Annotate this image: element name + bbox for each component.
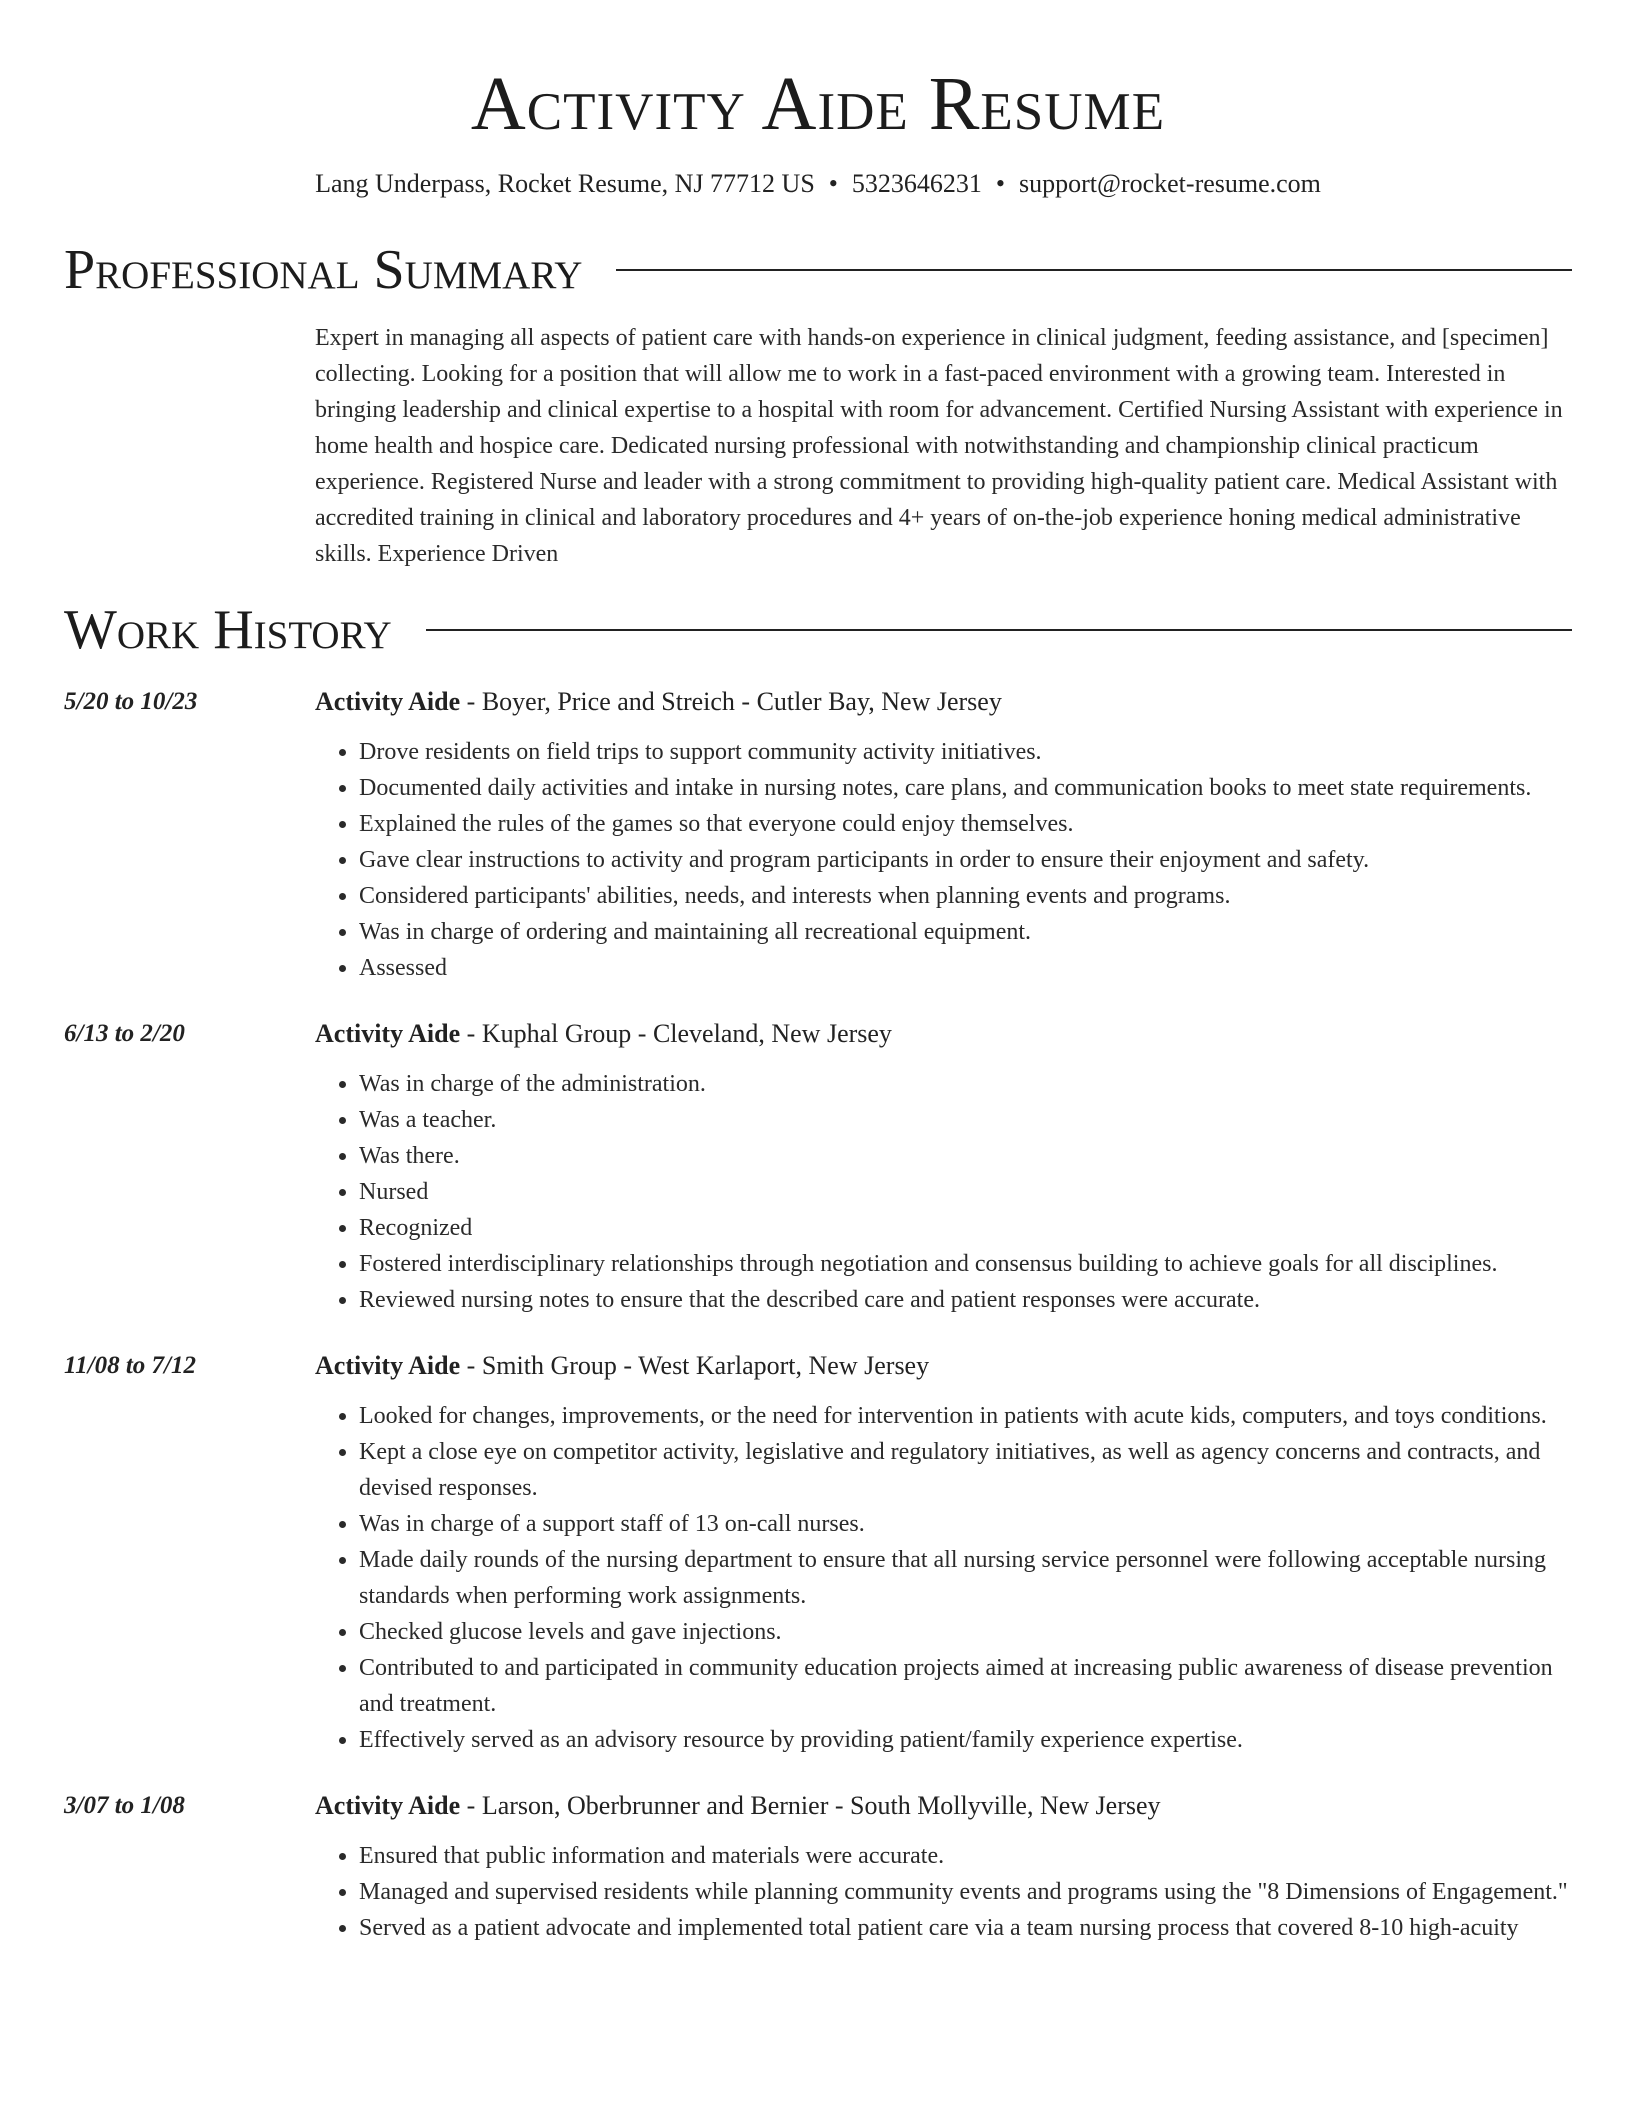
job-title-line [315,1788,1572,1824]
job-bullet: • Checked glucose levels and gave injections. [359,1614,1572,1650]
job-details [315,1788,1572,1946]
job-employer-location: - Kuphal Group - Cleveland, New Jersey [460,1019,892,1048]
job-employer-location: - Boyer, Price and Streich - Cutler Bay, New Jersey [460,687,1002,716]
job-bullet-list [315,1398,1572,1758]
summary-heading: Professional Summary [64,239,583,301]
job-entry [64,684,1572,986]
job-bullet: • Served as a patient advocate and implemented total patient care via a team nursing process that covered 8-10 high-acuity [359,1910,1572,1946]
job-bullet: • Effectively served as an advisory resource by providing patient/family experience expertise. [359,1722,1572,1758]
job-bullet: • Reviewed nursing notes to ensure that the described care and patient responses were accurate. [359,1282,1572,1318]
job-bullet: • Gave clear instructions to activity and program participants in order to ensure their enjoyment and safety. [359,842,1572,878]
job-entry [64,1788,1572,1946]
job-bullet: • Nursed [359,1174,1572,1210]
job-bullet: • Made daily rounds of the nursing department to ensure that all nursing service personnel were following acceptable nursing standards when performing work assignments. [359,1542,1572,1614]
job-title-line [315,1016,1572,1052]
work-history-section-header [64,600,1572,660]
resume-title: Activity Aide Resume [470,62,1166,146]
job-bullet: • Ensured that public information and materials were accurate. [359,1838,1572,1874]
job-title: Activity Aide [315,1351,461,1380]
job-title: Activity Aide [315,687,461,716]
job-bullet: • Was in charge of ordering and maintaining all recreational equipment. [359,914,1572,950]
work-history-heading: Work History [64,599,392,661]
resume-page [64,0,1572,1946]
summary-text: Expert in managing all aspects of patient care with hands-on experience in clinical judgment, feeding assistance, and [specimen] collecting. Looking for a position that will allow me to work in a fast-paced environment with a growing team. Interested in bringing leadership and clinical expertise to a hospital with room for advancement. Certified Nursing Assistant with experience in home health and hospice care. Dedicated nursing professional with notwithstanding and championship clinical practicum experience. Registered Nurse and leader with a strong commitment to providing high-quality patient care. Medical Assistant with accredited training in clinical and laboratory procedures and 4+ years of on-the-job experience honing medical administrative skills. Experience Driven [315,325,1563,567]
section-divider [426,629,1572,631]
job-bullet-list [315,734,1572,986]
work-history-list [64,684,1572,1946]
job-employer-location: - Larson, Oberbrunner and Bernier - South Mollyville, New Jersey [460,1791,1161,1820]
job-bullet: • Documented daily activities and intake in nursing notes, care plans, and communication books to meet state requirements. [359,770,1572,806]
contact-email: support@rocket-resume.com [1019,169,1321,198]
job-bullet: • Assessed [359,950,1572,986]
job-bullet: • Fostered interdisciplinary relationships through negotiation and consensus building to achieve goals for all disciplines. [359,1246,1572,1282]
contact-address: Lang Underpass, Rocket Resume, NJ 77712 US [315,169,815,198]
job-bullet: • Considered participants' abilities, needs, and interests when planning events and programs. [359,878,1572,914]
job-title: Activity Aide [315,1791,461,1820]
job-entry [64,1348,1572,1758]
job-entry [64,1016,1572,1318]
job-bullet: • Recognized [359,1210,1572,1246]
job-details [315,1016,1572,1318]
job-title: Activity Aide [315,1019,461,1048]
job-bullet: • Was there. [359,1138,1572,1174]
job-employer-location: - Smith Group - West Karlaport, New Jersey [460,1351,930,1380]
section-divider [616,269,1572,271]
job-bullet: • Kept a close eye on competitor activity, legislative and regulatory initiatives, as well as agency concerns and contracts, and devised responses. [359,1434,1572,1506]
job-bullet: • Was a teacher. [359,1102,1572,1138]
job-details [315,684,1572,986]
job-title-line [315,1348,1572,1384]
job-bullet: • Contributed to and participated in community education projects aimed at increasing public awareness of disease prevention and treatment. [359,1650,1572,1722]
job-details [315,1348,1572,1758]
job-bullet: • Drove residents on field trips to support community activity initiatives. [359,734,1572,770]
job-dates: 6/13 to 2/20 [64,1020,185,1047]
job-dates: 3/07 to 1/08 [64,1792,185,1819]
contact-separator: • [995,169,1005,198]
contact-phone: 5323646231 [851,169,982,198]
contact-separator: • [828,169,838,198]
job-bullet-list [315,1066,1572,1318]
job-bullet: • Explained the rules of the games so that everyone could enjoy themselves. [359,806,1572,842]
contact-line [64,168,1572,200]
job-dates: 5/20 to 10/23 [64,688,198,715]
summary-section-header [64,240,1572,300]
job-bullet-list [315,1838,1572,1946]
job-bullet: • Managed and supervised residents while planning community events and programs using the "8 Dimensions of Engagement." [359,1874,1572,1910]
job-title-line [315,684,1572,720]
job-bullet: • Was in charge of the administration. [359,1066,1572,1102]
job-dates: 11/08 to 7/12 [64,1352,196,1379]
job-bullet: • Looked for changes, improvements, or the need for intervention in patients with acute kids, computers, and toys conditions. [359,1398,1572,1434]
job-bullet: • Was in charge of a support staff of 13 on-call nurses. [359,1506,1572,1542]
